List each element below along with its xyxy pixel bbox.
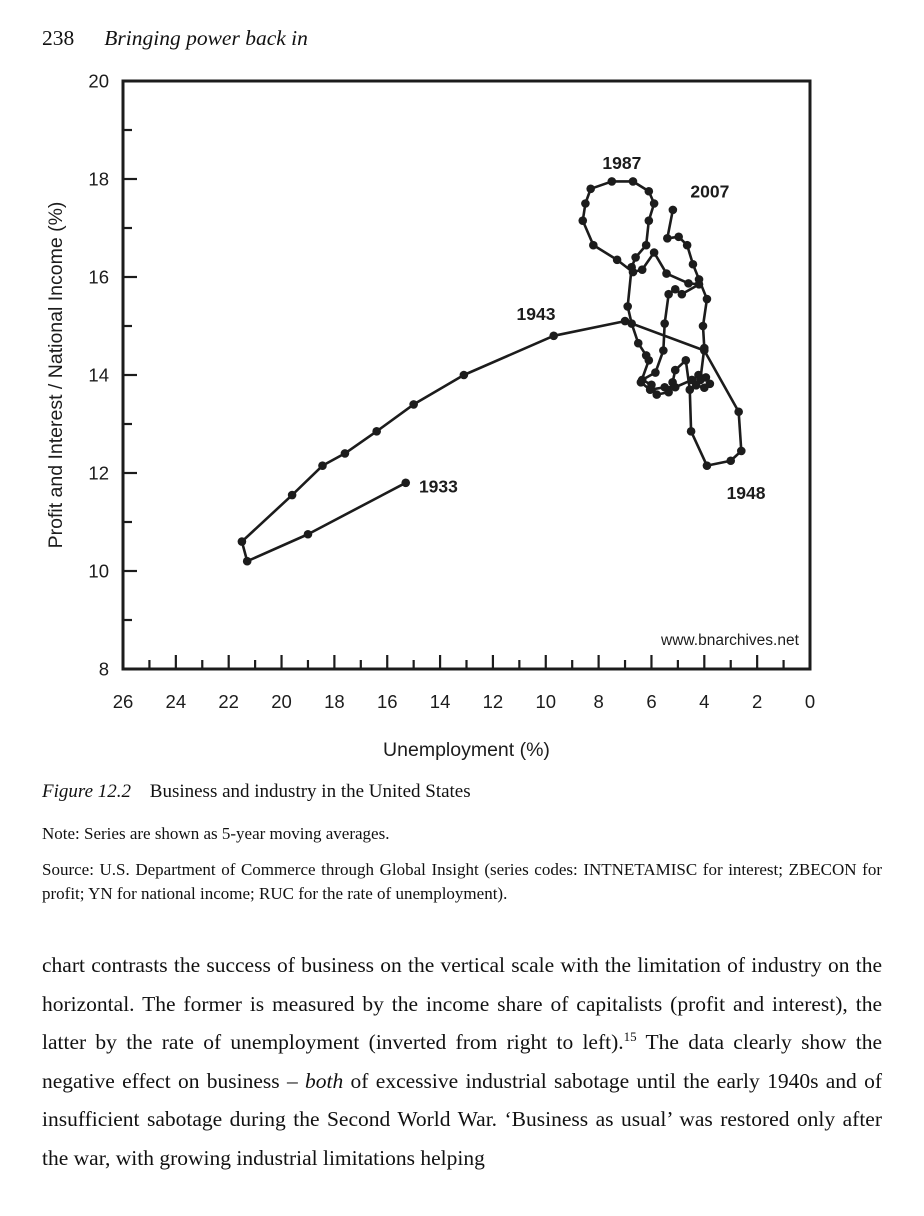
data-point: [637, 378, 646, 387]
figure-caption: [42, 781, 882, 803]
data-point: [671, 383, 680, 392]
data-point: [581, 199, 590, 208]
data-point: [650, 248, 659, 257]
data-point: [645, 356, 654, 365]
data-point: [642, 241, 651, 250]
data-point: [318, 461, 327, 470]
y-tick-label: 10: [88, 560, 109, 582]
data-point: [700, 344, 709, 353]
figure-note: Note: Series are shown as 5-year moving averages.: [42, 824, 390, 843]
data-point: [659, 346, 668, 355]
data-point: [684, 279, 693, 288]
year-label-1948: 1948: [726, 482, 766, 503]
data-point: [638, 265, 647, 274]
data-point: [660, 319, 669, 328]
x-tick-label: 20: [271, 691, 292, 712]
data-point: [660, 383, 669, 392]
y-tick-label: 20: [88, 70, 109, 92]
data-point: [662, 269, 671, 278]
data-point: [651, 368, 660, 377]
chart-svg: [42, 67, 882, 772]
data-point: [737, 447, 746, 456]
data-point: [645, 216, 654, 225]
body-text-3: of excessive industrial sabotage until the early 1940s and of insufficient sabotage during the Second World War. ‘Business as usual’ was restored only after the war, with growing industrial limitations helping: [42, 1068, 882, 1170]
page-header: [42, 0, 882, 51]
figure-source: Source: U.S. Department of Commerce through Global Insight (series codes: INTNETAMISC for interest; ZBECON for profit; YN for national income; RUC for the rate of unemployment).: [42, 860, 882, 903]
data-point: [689, 260, 698, 269]
data-point: [549, 332, 558, 341]
x-tick-label: 16: [376, 691, 398, 712]
data-point: [460, 371, 469, 380]
data-point: [623, 302, 632, 311]
data-point: [288, 491, 297, 500]
year-label-1933: 1933: [418, 476, 458, 497]
caption-label: Figure 12.2: [42, 781, 132, 802]
data-point: [341, 449, 350, 458]
data-point: [696, 376, 705, 385]
data-point: [683, 241, 692, 250]
body-text-2: The data clearly show the negative effect on business –: [42, 1030, 882, 1093]
data-point: [613, 256, 622, 265]
watermark-text: www.bnarchives.net: [661, 631, 799, 649]
data-point: [726, 456, 735, 465]
x-tick-label: 4: [699, 691, 710, 712]
data-point: [629, 177, 638, 186]
body-text-1: chart contrasts the success of business on the vertical scale with the limitation of industry on the horizontal. The former is measured by the income share of capitalists (profit and interest), the latter by the rate of unemployment (inverted from right to left).: [42, 953, 882, 1054]
data-point: [687, 427, 696, 436]
x-axis-title: Unemployment (%): [383, 739, 550, 761]
data-point: [304, 530, 313, 539]
data-point: [634, 339, 643, 348]
data-point: [578, 216, 587, 225]
data-point: [238, 537, 247, 546]
page-number: 238: [42, 26, 75, 50]
data-point: [699, 322, 708, 331]
data-point: [671, 366, 680, 375]
x-tick-label: 2: [752, 691, 763, 712]
running-title: Bringing power back in: [104, 26, 308, 50]
x-tick-label: 0: [804, 691, 816, 712]
data-point: [678, 290, 687, 299]
data-point: [589, 241, 598, 250]
data-point: [646, 385, 655, 394]
data-point: [663, 234, 672, 243]
y-tick-label: 12: [88, 462, 109, 484]
x-tick-label: 14: [429, 691, 451, 712]
caption-title: Business and industry in the United States: [149, 781, 471, 802]
data-point: [700, 383, 709, 392]
y-axis: [88, 71, 137, 680]
data-point: [627, 319, 636, 328]
x-tick-label: 6: [646, 691, 657, 712]
year-label-2007: 2007: [690, 181, 730, 202]
series-points: [238, 177, 746, 565]
year-label-1987: 1987: [602, 153, 642, 174]
x-tick-label: 10: [535, 691, 557, 712]
data-point: [674, 233, 683, 242]
body-paragraph: [42, 946, 882, 1177]
data-point: [703, 295, 712, 304]
x-axis: [113, 655, 815, 712]
data-point: [682, 356, 691, 365]
footnote-reference: 15: [623, 1028, 637, 1044]
data-point: [645, 187, 654, 196]
data-point: [650, 199, 659, 208]
data-point: [631, 253, 640, 262]
data-point: [695, 275, 704, 284]
x-tick-label: 8: [593, 691, 604, 712]
data-point: [734, 407, 743, 416]
data-point: [703, 461, 712, 470]
y-tick-label: 8: [98, 658, 109, 680]
year-label-1943: 1943: [516, 304, 556, 325]
data-point: [372, 427, 381, 436]
x-tick-label: 12: [482, 691, 504, 712]
data-point: [409, 400, 418, 409]
data-point: [586, 185, 595, 194]
x-tick-label: 18: [324, 691, 345, 712]
figure-12-2: [42, 67, 882, 777]
data-point: [608, 177, 617, 186]
y-tick-label: 14: [88, 364, 109, 386]
x-tick-label: 24: [165, 691, 187, 712]
data-point: [669, 206, 678, 215]
y-tick-label: 18: [88, 168, 109, 190]
data-point: [627, 263, 636, 272]
data-point: [243, 557, 252, 566]
x-tick-label: 22: [218, 691, 239, 712]
y-tick-label: 16: [88, 266, 109, 288]
data-point: [401, 479, 410, 488]
emphasis-both: both: [305, 1068, 344, 1093]
y-axis-title: Profit and Interest / National Income (%): [45, 201, 67, 549]
x-tick-label: 26: [112, 691, 134, 712]
